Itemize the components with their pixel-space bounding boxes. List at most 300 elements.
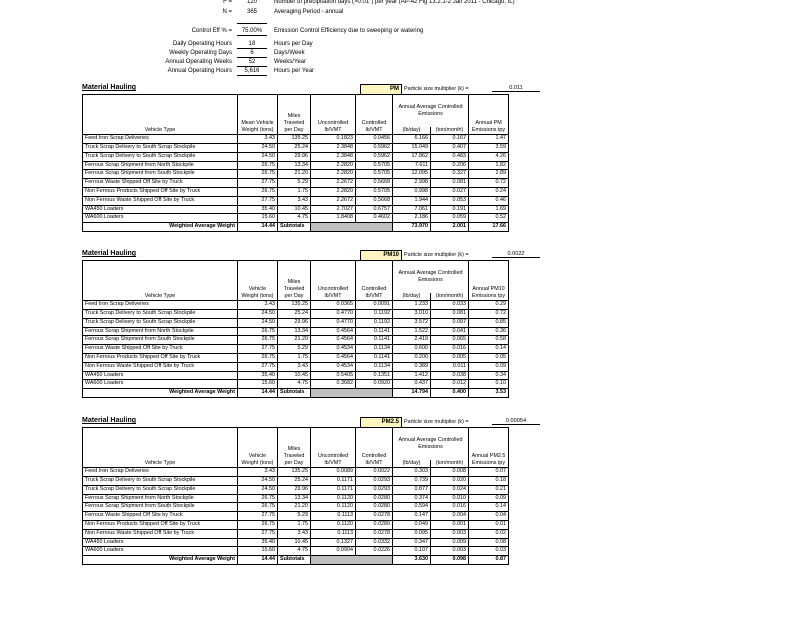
- value-cell: 0.01: [469, 521, 509, 530]
- param-row-daily-hours: [82, 40, 542, 48]
- table-row: [83, 179, 509, 188]
- value-cell: 26.75: [238, 494, 278, 503]
- value-cell: 24.50: [238, 152, 278, 161]
- material-hauling-table: [82, 260, 509, 398]
- value-cell: 0.877: [393, 485, 431, 494]
- value-cell: 0.4770: [311, 310, 356, 319]
- value-cell: 0.4564: [311, 336, 356, 345]
- value-cell: 27.75: [238, 345, 278, 354]
- subtotals-label: Subtotals: [278, 556, 311, 565]
- subtotal-lb-day: 73.970: [393, 223, 431, 232]
- value-cell: 0.081: [431, 310, 469, 319]
- value-cell: 0.027: [431, 188, 469, 197]
- value-cell: 0.0456: [356, 135, 393, 144]
- value-cell: 0.1113: [311, 529, 356, 538]
- table-footer-row: [83, 223, 509, 232]
- value-cell: 26.75: [238, 354, 278, 363]
- value-cell: 0.327: [431, 170, 469, 179]
- table-row: [83, 196, 509, 205]
- col-miles: Miles Traveled per Day: [278, 95, 311, 135]
- vehicle-type-cell: Ferrous Scrap Shipment from North Stockpile: [83, 327, 238, 336]
- value-cell: 24.50: [238, 485, 278, 494]
- subtotal-ton-month: 0.098: [431, 556, 469, 565]
- value-cell: 0.6757: [356, 205, 393, 214]
- value-cell: 0.03: [469, 547, 509, 556]
- value-cell: 0.303: [393, 468, 431, 477]
- table-row: [83, 301, 509, 310]
- param-label: Daily Operating Hours: [172, 41, 232, 47]
- param-divider: [237, 75, 267, 76]
- particle-size-label: Particle size multiplier (k) =: [404, 252, 469, 258]
- value-cell: 0.02: [469, 529, 509, 538]
- value-cell: 3.43: [238, 135, 278, 144]
- value-cell: 5.29: [278, 179, 311, 188]
- value-cell: 0.1120: [311, 494, 356, 503]
- param-desc: Weeks/Year: [274, 59, 307, 65]
- value-cell: 0.1120: [311, 503, 356, 512]
- vehicle-type-cell: Ferrous Scrap Shipment from North Stockpile: [83, 494, 238, 503]
- table-footer-row: [83, 556, 509, 565]
- value-cell: 0.1192: [356, 310, 393, 319]
- vehicle-type-cell: WA450 Loaders: [83, 205, 238, 214]
- value-cell: 0.5405: [311, 371, 356, 380]
- value-cell: 0.0920: [356, 380, 393, 389]
- value-cell: 0.003: [431, 547, 469, 556]
- param-divider: [237, 35, 267, 36]
- vehicle-type-cell: Feed Iron Scrap Deliveries: [83, 301, 238, 310]
- value-cell: 0.0089: [311, 468, 356, 477]
- value-cell: 0.07: [469, 468, 509, 477]
- value-cell: 2.2820: [311, 161, 356, 170]
- value-cell: 0.004: [431, 512, 469, 521]
- col-annual-average: Annual Average Controlled Emissions: [393, 261, 469, 293]
- subtotal-gray-cell: [311, 223, 393, 232]
- value-cell: 2.89: [469, 170, 509, 179]
- param-desc: Hours per Year: [274, 68, 315, 74]
- value-cell: 35.40: [238, 538, 278, 547]
- value-cell: 21.20: [278, 503, 311, 512]
- section-pm25: [82, 417, 542, 567]
- value-cell: 3.43: [278, 529, 311, 538]
- subtotal-lb-day: 3.630: [393, 556, 431, 565]
- value-cell: 0.0280: [356, 494, 393, 503]
- value-cell: 0.167: [431, 135, 469, 144]
- col-annual-emissions: Annual PM Emissions tpy: [469, 95, 509, 135]
- value-cell: 0.1134: [356, 345, 393, 354]
- value-cell: 0.0280: [356, 521, 393, 530]
- value-cell: 5.29: [278, 512, 311, 521]
- table-row: [83, 477, 509, 486]
- value-cell: 10.45: [278, 371, 311, 380]
- col-annual-emissions: Annual PM2.5 Emissions tpy: [469, 428, 509, 468]
- value-cell: 0.1823: [311, 135, 356, 144]
- value-cell: 0.041: [431, 327, 469, 336]
- col-lb-day: (lb/day): [393, 127, 431, 135]
- value-cell: 27.75: [238, 179, 278, 188]
- value-cell: 0.1141: [356, 327, 393, 336]
- value-cell: 0.18: [469, 477, 509, 486]
- value-cell: 27.75: [238, 196, 278, 205]
- value-cell: 0.52: [469, 214, 509, 223]
- vehicle-type-cell: Non Ferrous Waste Shipped Off Site by Truck: [83, 529, 238, 538]
- value-cell: 29.96: [278, 152, 311, 161]
- value-cell: 15.60: [238, 214, 278, 223]
- col-vehicle-type: Vehicle Type: [83, 261, 238, 301]
- value-cell: 0.46: [469, 196, 509, 205]
- value-cell: 135.25: [278, 135, 311, 144]
- table-row: [83, 214, 509, 223]
- value-cell: 0.600: [393, 345, 431, 354]
- value-cell: 13.34: [278, 327, 311, 336]
- table-row: [83, 354, 509, 363]
- value-cell: 0.0226: [356, 547, 393, 556]
- value-cell: 0.72: [469, 310, 509, 319]
- table-row: [83, 318, 509, 327]
- value-cell: 0.1113: [311, 512, 356, 521]
- param-row-annual-hours: [82, 67, 542, 75]
- value-cell: 0.0091: [356, 301, 393, 310]
- value-cell: 0.107: [393, 547, 431, 556]
- param-value: 6: [250, 50, 254, 56]
- value-cell: 0.147: [393, 512, 431, 521]
- value-cell: 0.5705: [356, 170, 393, 179]
- value-cell: 0.5668: [356, 196, 393, 205]
- value-cell: 27.75: [238, 362, 278, 371]
- value-cell: 0.038: [431, 371, 469, 380]
- table-row: [83, 310, 509, 319]
- table-row: [83, 144, 509, 153]
- value-cell: 2.3848: [311, 152, 356, 161]
- value-cell: 2.7027: [311, 205, 356, 214]
- subtotals-label: Subtotals: [278, 223, 311, 232]
- value-cell: 0.3682: [311, 380, 356, 389]
- table-row: [83, 503, 509, 512]
- table-row: [83, 538, 509, 547]
- value-cell: 0.053: [431, 196, 469, 205]
- weighted-average-label: Weighted Average Weight: [83, 556, 238, 565]
- param-value: 75.00%: [241, 28, 263, 34]
- param-desc: Averaging Period - annual: [274, 9, 344, 15]
- value-cell: 0.0280: [356, 503, 393, 512]
- value-cell: 25.24: [278, 310, 311, 319]
- table-row: [83, 205, 509, 214]
- col-weight: Vehicle Weight (tons): [238, 428, 278, 468]
- value-cell: 0.097: [431, 318, 469, 327]
- value-cell: 0.14: [469, 345, 509, 354]
- value-cell: 0.5705: [356, 161, 393, 170]
- value-cell: 1.522: [393, 327, 431, 336]
- value-cell: 0.09: [469, 362, 509, 371]
- value-cell: 35.40: [238, 205, 278, 214]
- col-ton-month: (ton/month): [431, 460, 469, 468]
- value-cell: 15.60: [238, 380, 278, 389]
- param-label: Control Eff % =: [191, 28, 232, 34]
- value-cell: 15.049: [393, 144, 431, 153]
- table-row: [83, 547, 509, 556]
- subtotal-tpy: 3.53: [469, 389, 509, 398]
- param-desc: Number of precipitation days (>0.01") per year (AP-42 Fig 13.2.1-2 Jan 2011 - Chicago, IL): [274, 0, 515, 5]
- col-uncontrolled: Uncontrolled lb/VMT: [311, 428, 356, 468]
- value-cell: 0.1192: [356, 318, 393, 327]
- value-cell: 0.016: [431, 503, 469, 512]
- value-cell: 26.75: [238, 503, 278, 512]
- vehicle-type-cell: Ferrous Waste Shipped Off Site by Truck: [83, 179, 238, 188]
- value-cell: 0.4534: [311, 362, 356, 371]
- vehicle-type-cell: Non Ferrous Products Shipped Off Site by Truck: [83, 188, 238, 197]
- table-row: [83, 521, 509, 530]
- value-cell: 0.0365: [311, 301, 356, 310]
- vehicle-type-cell: Non Ferrous Products Shipped Off Site by Truck: [83, 354, 238, 363]
- weighted-average-value: 14.44: [238, 389, 278, 398]
- value-cell: 0.033: [431, 301, 469, 310]
- value-cell: 27.75: [238, 529, 278, 538]
- col-controlled: Controlled lb/VMT: [356, 428, 393, 468]
- value-cell: 0.72: [469, 179, 509, 188]
- value-cell: 26.75: [238, 161, 278, 170]
- value-cell: 0.4534: [311, 345, 356, 354]
- param-label: Annual Operating Weeks: [165, 59, 232, 65]
- section-pm: [82, 84, 542, 234]
- value-cell: 21.20: [278, 170, 311, 179]
- col-weight: Vehicle Weight (tons): [238, 261, 278, 301]
- table-row: [83, 152, 509, 161]
- value-cell: 0.08: [469, 538, 509, 547]
- value-cell: 0.0904: [311, 547, 356, 556]
- param-label: Weekly Operating Days: [169, 50, 232, 56]
- particle-size-value: 0.0022: [492, 251, 540, 258]
- value-cell: 1.75: [278, 354, 311, 363]
- value-cell: 0.10: [469, 380, 509, 389]
- value-cell: 3.43: [238, 301, 278, 310]
- value-cell: 3.59: [469, 144, 509, 153]
- value-cell: 0.437: [393, 380, 431, 389]
- value-cell: 2.2820: [311, 188, 356, 197]
- value-cell: 1.75: [278, 521, 311, 530]
- col-vehicle-type: Vehicle Type: [83, 95, 238, 135]
- value-cell: 0.594: [393, 503, 431, 512]
- vehicle-type-cell: WA600 Loaders: [83, 380, 238, 389]
- param-label: Annual Operating Hours: [167, 68, 232, 74]
- col-annual-average: Annual Average Controlled Emissions: [393, 428, 469, 460]
- value-cell: 1.944: [393, 196, 431, 205]
- value-cell: 0.010: [431, 494, 469, 503]
- table-footer-row: [83, 389, 509, 398]
- table-row: [83, 512, 509, 521]
- param-row-weekly-days: [82, 49, 542, 57]
- value-cell: 0.059: [431, 214, 469, 223]
- weighted-average-value: 14.44: [238, 556, 278, 565]
- param-label: F =: [223, 0, 232, 5]
- param-value: 18: [248, 41, 256, 47]
- value-cell: 26.75: [238, 170, 278, 179]
- weighted-average-value: 14.44: [238, 223, 278, 232]
- col-annual-emissions: Annual PM10 Emissions tpy: [469, 261, 509, 301]
- param-desc: Emission Control Efficiency due to sweeping or watering: [274, 28, 424, 34]
- value-cell: 15.60: [238, 547, 278, 556]
- material-hauling-table: [82, 94, 509, 232]
- value-cell: 1.412: [393, 371, 431, 380]
- value-cell: 0.4602: [356, 214, 393, 223]
- value-cell: 1.69: [469, 205, 509, 214]
- vehicle-type-cell: Non Ferrous Products Shipped Off Site by Truck: [83, 521, 238, 530]
- particle-size-label: Particle size multiplier (k) =: [404, 86, 469, 92]
- subtotal-ton-month: 2.001: [431, 223, 469, 232]
- col-miles: Miles Traveled per Day: [278, 261, 311, 301]
- value-cell: 0.1141: [356, 336, 393, 345]
- value-cell: 13.34: [278, 161, 311, 170]
- value-cell: 0.049: [393, 521, 431, 530]
- section-title: Material Hauling: [82, 84, 137, 91]
- value-cell: 0.1171: [311, 477, 356, 486]
- value-cell: 0.0332: [356, 538, 393, 547]
- value-cell: 0.0293: [356, 485, 393, 494]
- value-cell: 0.0278: [356, 529, 393, 538]
- value-cell: 0.09: [469, 494, 509, 503]
- value-cell: 0.1134: [356, 362, 393, 371]
- vehicle-type-cell: Ferrous Scrap Shipment from South Stockpile: [83, 170, 238, 179]
- param-row-control-eff: [82, 27, 542, 35]
- value-cell: 0.003: [431, 529, 469, 538]
- vehicle-type-cell: Truck Scrap Delivery to South Scrap Stockpile: [83, 318, 238, 327]
- value-cell: 0.4564: [311, 327, 356, 336]
- vehicle-type-cell: Non Ferrous Waste Shipped Off Site by Truck: [83, 362, 238, 371]
- col-annual-average: Annual Average Controlled Emissions: [393, 95, 469, 127]
- value-cell: 0.206: [431, 161, 469, 170]
- vehicle-type-cell: Ferrous Scrap Shipment from South Stockpile: [83, 336, 238, 345]
- value-cell: 0.200: [393, 354, 431, 363]
- vehicle-type-cell: Feed Iron Scrap Deliveries: [83, 135, 238, 144]
- col-ton-month: (ton/month): [431, 127, 469, 135]
- value-cell: 2.998: [393, 179, 431, 188]
- value-cell: 6.166: [393, 135, 431, 144]
- value-cell: 27.75: [238, 512, 278, 521]
- vehicle-type-cell: Ferrous Scrap Shipment from South Stockpile: [83, 503, 238, 512]
- value-cell: 0.008: [431, 468, 469, 477]
- value-cell: 0.483: [431, 152, 469, 161]
- subtotal-lb-day: 14.794: [393, 389, 431, 398]
- value-cell: 0.005: [431, 354, 469, 363]
- subtotal-gray-cell: [311, 556, 393, 565]
- value-cell: 13.34: [278, 494, 311, 503]
- value-cell: 0.0293: [356, 477, 393, 486]
- value-cell: 0.001: [431, 521, 469, 530]
- table-row: [83, 327, 509, 336]
- value-cell: 25.24: [278, 477, 311, 486]
- value-cell: 2.2820: [311, 170, 356, 179]
- subtotal-tpy: 17.66: [469, 223, 509, 232]
- value-cell: 0.389: [393, 362, 431, 371]
- subtotals-label: Subtotals: [278, 389, 311, 398]
- value-cell: 0.85: [469, 318, 509, 327]
- col-controlled: Controlled lb/VMT: [356, 95, 393, 135]
- vehicle-type-cell: Truck Scrap Delivery to South Scrap Stockpile: [83, 477, 238, 486]
- param-divider: [237, 23, 267, 24]
- value-cell: 135.25: [278, 301, 311, 310]
- value-cell: 24.50: [238, 477, 278, 486]
- value-cell: 0.347: [393, 538, 431, 547]
- value-cell: 0.1141: [356, 354, 393, 363]
- particle-size-value: 0.011: [492, 85, 540, 92]
- value-cell: 1.47: [469, 135, 509, 144]
- value-cell: 1.233: [393, 301, 431, 310]
- value-cell: 0.020: [431, 477, 469, 486]
- table-row: [83, 336, 509, 345]
- table-row: [83, 135, 509, 144]
- vehicle-type-cell: Non Ferrous Waste Shipped Off Site by Truck: [83, 196, 238, 205]
- value-cell: 4.26: [469, 152, 509, 161]
- value-cell: 0.58: [469, 336, 509, 345]
- value-cell: 25.24: [278, 144, 311, 153]
- param-value: 52: [248, 59, 256, 65]
- value-cell: 0.36: [469, 327, 509, 336]
- value-cell: 26.75: [238, 188, 278, 197]
- value-cell: 2.3848: [311, 144, 356, 153]
- value-cell: 0.4770: [311, 318, 356, 327]
- value-cell: 4.75: [278, 214, 311, 223]
- param-row-annual-weeks: [82, 58, 542, 66]
- value-cell: 0.011: [431, 362, 469, 371]
- value-cell: 0.34: [469, 371, 509, 380]
- subtotal-ton-month: 0.400: [431, 389, 469, 398]
- value-cell: 0.095: [393, 529, 431, 538]
- value-cell: 29.96: [278, 485, 311, 494]
- section-pm10: [82, 250, 542, 400]
- value-cell: 0.0278: [356, 512, 393, 521]
- value-cell: 3.010: [393, 310, 431, 319]
- value-cell: 0.04: [469, 512, 509, 521]
- value-cell: 0.1351: [356, 371, 393, 380]
- subtotal-gray-cell: [311, 389, 393, 398]
- value-cell: 0.24: [469, 188, 509, 197]
- value-cell: 0.1171: [311, 485, 356, 494]
- material-hauling-table: [82, 427, 509, 565]
- param-value: 365: [246, 9, 257, 15]
- value-cell: 26.75: [238, 521, 278, 530]
- value-cell: 0.1327: [311, 538, 356, 547]
- value-cell: 2.2672: [311, 196, 356, 205]
- value-cell: 26.75: [238, 336, 278, 345]
- pm-label: PM2.5: [381, 419, 399, 425]
- value-cell: 0.024: [431, 485, 469, 494]
- value-cell: 0.016: [431, 345, 469, 354]
- value-cell: 3.43: [238, 468, 278, 477]
- col-weight: Mean Vehicle Weight (tons): [238, 95, 278, 135]
- table-row: [83, 345, 509, 354]
- value-cell: 10.45: [278, 538, 311, 547]
- pm-label: PM10: [383, 252, 399, 258]
- section-title: Material Hauling: [82, 250, 137, 257]
- value-cell: 10.45: [278, 205, 311, 214]
- value-cell: 0.739: [393, 477, 431, 486]
- vehicle-type-cell: Ferrous Scrap Shipment from North Stockpile: [83, 161, 238, 170]
- vehicle-type-cell: WA600 Loaders: [83, 214, 238, 223]
- vehicle-type-cell: Truck Scrap Delivery to South Scrap Stockpile: [83, 485, 238, 494]
- value-cell: 0.1120: [311, 521, 356, 530]
- value-cell: 24.50: [238, 310, 278, 319]
- value-cell: 0.081: [431, 179, 469, 188]
- value-cell: 0.29: [469, 301, 509, 310]
- param-label: N =: [222, 9, 232, 15]
- value-cell: 4.75: [278, 380, 311, 389]
- section-title: Material Hauling: [82, 417, 137, 424]
- value-cell: 29.96: [278, 318, 311, 327]
- param-desc: Days/Week: [274, 50, 305, 56]
- weighted-average-label: Weighted Average Weight: [83, 223, 238, 232]
- value-cell: 0.5962: [356, 152, 393, 161]
- table-row: [83, 170, 509, 179]
- param-desc: Hours per Day: [274, 41, 313, 47]
- table-row: [83, 468, 509, 477]
